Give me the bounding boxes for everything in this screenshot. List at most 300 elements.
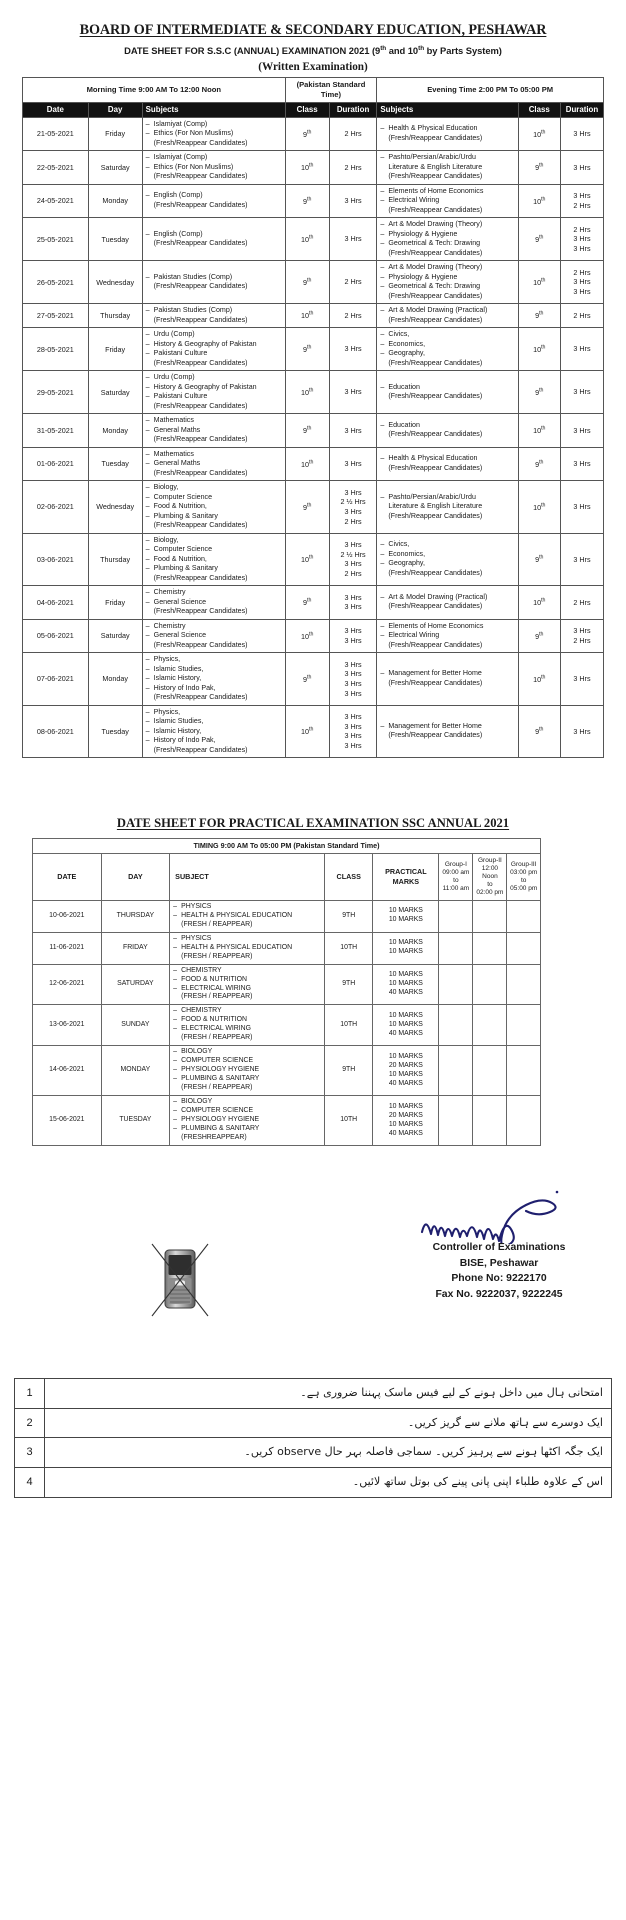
table-row xyxy=(23,184,604,218)
morning-subjects xyxy=(142,371,285,414)
subject-item: – Geometrical & Tech: Drawing xyxy=(380,282,514,292)
practical-header-row xyxy=(33,853,541,900)
exam-day: Monday xyxy=(88,414,142,448)
subject-list xyxy=(380,187,514,216)
duration-lines xyxy=(564,674,600,684)
subject-list xyxy=(146,622,282,651)
duration-value: 3 Hrs xyxy=(573,502,591,512)
class-value: 9th xyxy=(535,310,544,321)
subtitle-sup-b: th xyxy=(418,45,425,52)
group2-end: 02:00 pm xyxy=(476,888,504,896)
practical-class: 10TH xyxy=(325,1096,373,1146)
evening-class xyxy=(518,586,560,620)
exam-day: Saturday xyxy=(88,151,142,185)
candidate-note: (Fresh/Reappear Candidates) xyxy=(388,430,483,439)
duration-value: 2 Hrs xyxy=(344,516,362,526)
exam-day: Tuesday xyxy=(88,705,142,758)
col-header-class-morning: Class xyxy=(285,102,329,117)
duration-lines xyxy=(333,129,374,139)
subject-list xyxy=(380,220,514,258)
subject-item: – Islamic History, xyxy=(146,727,282,737)
list-item xyxy=(15,1438,612,1468)
duration-lines xyxy=(333,196,374,206)
written-header-row xyxy=(23,102,604,117)
subject-list xyxy=(380,263,514,301)
urdu-instructions-table xyxy=(14,1378,612,1498)
evening-class xyxy=(518,447,560,481)
morning-class xyxy=(285,414,329,448)
practical-subject-item: – ELECTRICAL WIRING xyxy=(173,985,321,994)
morning-duration xyxy=(329,151,377,185)
class-value: 9th xyxy=(535,631,544,641)
subject-list xyxy=(146,330,282,368)
duration-value: 3 Hrs xyxy=(344,635,362,645)
morning-duration xyxy=(329,653,377,706)
duration-lines xyxy=(333,277,374,287)
evening-subjects xyxy=(377,619,518,653)
practical-subject-list xyxy=(173,1098,321,1143)
duration-value: 3 Hrs xyxy=(344,731,362,741)
practical-marks xyxy=(373,900,439,932)
evening-class xyxy=(518,705,560,758)
evening-subjects xyxy=(377,117,518,151)
candidate-note: (Fresh/Reappear Candidates) xyxy=(388,602,483,611)
practical-group3-cell xyxy=(507,1096,541,1146)
duration-value: 2 Hrs xyxy=(344,277,362,287)
candidate-note: (Fresh/Reappear Candidates) xyxy=(153,745,248,754)
class-value: 10th xyxy=(301,234,314,244)
practical-day: SATURDAY xyxy=(101,964,170,1005)
class-value: 9th xyxy=(535,554,544,564)
practical-marks-value: 10 MARKS xyxy=(388,1020,423,1028)
practical-marks-value: 10 MARKS xyxy=(388,1011,423,1019)
subject-list xyxy=(380,330,514,368)
subject-list xyxy=(146,450,282,479)
duration-value: 2 Hrs xyxy=(344,162,362,172)
morning-time-label: Morning Time 9:00 AM To 12:00 Noon xyxy=(23,78,286,102)
candidate-note: (Fresh/Reappear Candidates) xyxy=(153,607,248,616)
subject-item: – Art & Model Drawing (Theory) xyxy=(380,263,514,273)
practical-marks-value: 10 MARKS xyxy=(388,971,423,979)
duration-value: 3 Hrs xyxy=(573,674,591,684)
subject-list xyxy=(146,483,282,531)
subject-item: – Pakistan Studies (Comp) xyxy=(146,273,282,283)
practical-date: 10-06-2021 xyxy=(33,900,102,932)
practical-candidate-note: (FRESH / REAPPEAR) xyxy=(181,1034,253,1042)
time-band-row xyxy=(23,78,604,102)
subject-list xyxy=(380,383,514,402)
table-row xyxy=(33,1046,541,1096)
evening-class xyxy=(518,371,560,414)
subject-item: – Plumbing & Sanitary xyxy=(146,512,282,522)
urdu-instruction-number: 1 xyxy=(15,1379,45,1409)
duration-value: 3 Hrs xyxy=(344,425,362,435)
candidate-note: (Fresh/Reappear Candidates) xyxy=(388,172,483,181)
candidate-note: (Fresh/Reappear Candidates) xyxy=(388,640,483,649)
candidate-note: (Fresh/Reappear Candidates) xyxy=(388,731,483,740)
subject-item: – History & Geography of Pakistan xyxy=(146,340,282,350)
duration-value: 3 Hrs xyxy=(344,387,362,397)
table-row xyxy=(23,328,604,371)
duration-lines xyxy=(564,163,600,173)
morning-class xyxy=(285,117,329,151)
candidate-note: (Fresh/Reappear Candidates) xyxy=(388,315,483,324)
morning-subjects xyxy=(142,151,285,185)
candidate-note: (Fresh/Reappear Candidates) xyxy=(388,358,483,367)
morning-subjects xyxy=(142,304,285,328)
duration-lines xyxy=(564,626,600,645)
duration-value: 3 Hrs xyxy=(573,626,591,636)
duration-value: 3 Hrs xyxy=(573,425,591,435)
subject-item: – General Science xyxy=(146,631,282,641)
practical-candidate-note: (FRESH / REAPPEAR) xyxy=(181,993,253,1001)
practical-subject-item: – FOOD & NUTRITION xyxy=(173,1016,321,1025)
candidate-note: (Fresh/Reappear Candidates) xyxy=(388,511,483,520)
practical-group3-cell xyxy=(507,900,541,932)
practical-subjects xyxy=(170,964,325,1005)
duration-value: 2 ½ Hrs xyxy=(340,549,366,559)
prac-col-class: CLASS xyxy=(325,853,373,900)
class-value: 10th xyxy=(533,597,546,607)
signature-icon xyxy=(414,1186,584,1244)
duration-value: 3 Hrs xyxy=(344,559,362,569)
phone-number: Phone No: 9222170 xyxy=(451,1273,547,1285)
subject-item: – Islamiyat (Comp) xyxy=(146,120,282,130)
evening-class xyxy=(518,218,560,261)
practical-candidate-note: (FRESH / REAPPEAR) xyxy=(181,920,253,928)
duration-value: 3 Hrs xyxy=(344,487,362,497)
subject-item: – Plumbing & Sanitary xyxy=(146,564,282,574)
exam-day: Tuesday xyxy=(88,447,142,481)
evening-subjects xyxy=(377,533,518,586)
subject-item: – History & Geography of Pakistan xyxy=(146,383,282,393)
practical-day: FRIDAY xyxy=(101,932,170,964)
practical-section xyxy=(0,816,626,1146)
list-item xyxy=(15,1408,612,1438)
group1-start: 09:00 am xyxy=(442,868,470,876)
table-row xyxy=(23,304,604,328)
morning-subjects xyxy=(142,481,285,534)
candidate-note: (Fresh/Reappear Candidates) xyxy=(388,133,483,142)
duration-value: 3 Hrs xyxy=(573,459,591,469)
duration-value: 3 Hrs xyxy=(344,688,362,698)
evening-class xyxy=(518,481,560,534)
urdu-instruction-text: ایک دوسرے سے ہاتھ ملانے سے گریز کریں۔ xyxy=(45,1408,612,1438)
practical-marks-value: 40 MARKS xyxy=(388,1129,423,1137)
practical-subjects xyxy=(170,1005,325,1046)
duration-value: 3 Hrs xyxy=(344,459,362,469)
subject-item: – Electrical Wiring xyxy=(380,196,514,206)
subject-list xyxy=(380,669,514,688)
evening-duration xyxy=(560,184,603,218)
written-exam-table xyxy=(22,77,604,758)
group1-name: Group-I xyxy=(444,860,467,868)
subject-list xyxy=(146,153,282,182)
subject-item: – General Maths xyxy=(146,459,282,469)
class-value: 9th xyxy=(303,425,312,435)
duration-value: 3 Hrs xyxy=(344,669,362,679)
evening-subjects xyxy=(377,414,518,448)
duration-value: 3 Hrs xyxy=(573,286,591,296)
class-value: 10th xyxy=(533,277,546,287)
exam-date: 27-05-2021 xyxy=(23,304,89,328)
duration-lines xyxy=(564,191,600,210)
practical-group3-cell xyxy=(507,1005,541,1046)
morning-class xyxy=(285,481,329,534)
class-value: 9th xyxy=(303,674,312,684)
morning-duration xyxy=(329,371,377,414)
list-item xyxy=(15,1468,612,1498)
subject-list xyxy=(146,416,282,445)
written-table-body xyxy=(23,117,604,758)
class-value: 10th xyxy=(301,459,314,469)
evening-subjects xyxy=(377,447,518,481)
practical-marks-value: 20 MARKS xyxy=(388,1061,423,1069)
class-value: 9th xyxy=(303,597,312,607)
candidate-note: (Fresh/Reappear Candidates) xyxy=(153,282,248,291)
subject-list xyxy=(380,593,514,612)
subject-list xyxy=(146,306,282,325)
col-header-subjects-evening: Subjects xyxy=(377,102,518,117)
practical-marks xyxy=(373,964,439,1005)
subject-item: – Biology, xyxy=(146,536,282,546)
subject-item: – Mathematics xyxy=(146,450,282,460)
subject-item: – Islamic Studies, xyxy=(146,665,282,675)
practical-subjects xyxy=(170,932,325,964)
duration-value: 2 Hrs xyxy=(573,200,591,210)
table-row xyxy=(23,261,604,304)
exam-date: 04-06-2021 xyxy=(23,586,89,620)
evening-duration xyxy=(560,653,603,706)
practical-group1-cell xyxy=(439,1005,473,1046)
subject-item: – English (Comp) xyxy=(146,230,282,240)
candidate-note: (Fresh/Reappear Candidates) xyxy=(388,205,483,214)
duration-lines xyxy=(564,459,600,469)
subject-list xyxy=(146,191,282,210)
morning-class xyxy=(285,151,329,185)
fax-number: Fax No. 9222037, 9222245 xyxy=(435,1288,563,1300)
evening-subjects xyxy=(377,653,518,706)
subtitle-part-a: DATE SHEET FOR S.S.C (ANNUAL) EXAMINATION 2021 (9 xyxy=(124,45,381,57)
morning-duration xyxy=(329,261,377,304)
duration-value: 2 Hrs xyxy=(573,597,591,607)
subject-item: – Education xyxy=(380,383,514,393)
prac-col-day: DAY xyxy=(101,853,170,900)
practical-subject-list xyxy=(173,967,321,1003)
subject-item: – Computer Science xyxy=(146,545,282,555)
morning-class xyxy=(285,184,329,218)
candidate-note: (Fresh/Reappear Candidates) xyxy=(153,640,248,649)
morning-class xyxy=(285,328,329,371)
morning-duration xyxy=(329,414,377,448)
practical-candidate-note: (FRESH / REAPPEAR) xyxy=(181,952,253,960)
subject-list xyxy=(380,124,514,143)
practical-marks-value: 10 MARKS xyxy=(388,948,423,956)
practical-marks-value: 10 MARKS xyxy=(388,980,423,988)
subject-item: – Physics, xyxy=(146,655,282,665)
candidate-note: (Fresh/Reappear Candidates) xyxy=(153,315,248,324)
morning-class xyxy=(285,371,329,414)
practical-group3-cell xyxy=(507,932,541,964)
candidate-note: (Fresh/Reappear Candidates) xyxy=(388,568,483,577)
subtitle-part-b: and 10 xyxy=(386,45,419,57)
practical-date: 14-06-2021 xyxy=(33,1046,102,1096)
practical-date: 11-06-2021 xyxy=(33,932,102,964)
class-value: 10th xyxy=(301,162,314,172)
subtitle-sup-a: th xyxy=(380,45,387,52)
practical-day: TUESDAY xyxy=(101,1096,170,1146)
class-value: 9th xyxy=(535,234,544,244)
duration-value: 3 Hrs xyxy=(344,721,362,731)
prac-col-marks-line2: MARKS xyxy=(392,876,420,886)
evening-duration xyxy=(560,261,603,304)
duration-lines xyxy=(333,540,374,579)
exam-day: Monday xyxy=(88,184,142,218)
candidate-note: (Fresh/Reappear Candidates) xyxy=(388,248,483,257)
table-row xyxy=(23,218,604,261)
evening-subjects xyxy=(377,705,518,758)
exam-day: Thursday xyxy=(88,533,142,586)
class-value: 10th xyxy=(301,387,314,397)
group1-to: to xyxy=(453,876,459,884)
pakistan-standard-time-label: (Pakistan Standard Time) xyxy=(285,78,377,102)
duration-value: 3 Hrs xyxy=(573,726,591,736)
duration-lines xyxy=(564,387,600,397)
exam-date: 08-06-2021 xyxy=(23,705,89,758)
practical-class: 9TH xyxy=(325,1046,373,1096)
practical-subject-item: – ELECTRICAL WIRING xyxy=(173,1025,321,1034)
practical-subject-list xyxy=(173,935,321,962)
duration-lines xyxy=(564,555,600,565)
duration-value: 3 Hrs xyxy=(344,540,362,550)
candidate-note: (Fresh/Reappear Candidates) xyxy=(153,435,248,444)
practical-marks-value: 10 MARKS xyxy=(388,1052,423,1060)
subject-list xyxy=(146,588,282,617)
practical-class: 9TH xyxy=(325,964,373,1005)
practical-subject-list xyxy=(173,1048,321,1093)
practical-subjects xyxy=(170,1046,325,1096)
duration-value: 2 Hrs xyxy=(344,569,362,579)
morning-subjects xyxy=(142,328,285,371)
morning-duration xyxy=(329,705,377,758)
evening-class xyxy=(518,619,560,653)
duration-lines xyxy=(333,626,374,645)
practical-group2-cell xyxy=(473,1046,507,1096)
list-item xyxy=(15,1379,612,1409)
evening-class xyxy=(518,304,560,328)
exam-day: Wednesday xyxy=(88,481,142,534)
practical-subject-item: – PHYSICS xyxy=(173,903,321,912)
class-value: 10th xyxy=(533,196,546,206)
practical-subject-list xyxy=(173,1007,321,1043)
duration-value: 2 Hrs xyxy=(573,224,591,234)
practical-marks-value: 40 MARKS xyxy=(388,1079,423,1087)
evening-duration xyxy=(560,151,603,185)
class-value: 10th xyxy=(301,310,314,321)
evening-subjects xyxy=(377,184,518,218)
duration-value: 3 Hrs xyxy=(344,234,362,244)
evening-subjects xyxy=(377,151,518,185)
table-row xyxy=(23,117,604,151)
subject-item: – Civics, xyxy=(380,330,514,340)
exam-date: 07-06-2021 xyxy=(23,653,89,706)
practical-title: DATE SHEET FOR PRACTICAL EXAMINATION SSC ANNUAL 2021 xyxy=(116,816,510,831)
practical-group3-cell xyxy=(507,1046,541,1096)
duration-value: 2 Hrs xyxy=(573,310,591,320)
practical-marks-value: 40 MARKS xyxy=(388,1029,423,1037)
exam-day: Saturday xyxy=(88,371,142,414)
class-value: 9th xyxy=(303,502,312,512)
subject-item: – Ethics (For Non Muslims) xyxy=(146,129,282,139)
practical-date: 15-06-2021 xyxy=(33,1096,102,1146)
morning-duration xyxy=(329,304,377,328)
duration-lines xyxy=(333,593,374,612)
urdu-instruction-text: ایک جگہ اکٹھا ہونے سے پرہیز کریں۔ سماجی فاصلہ بہر حال observe کریں۔ xyxy=(45,1438,612,1468)
subject-item: – Health & Physical Education xyxy=(380,124,514,134)
morning-subjects xyxy=(142,184,285,218)
morning-duration xyxy=(329,481,377,534)
duration-value: 3 Hrs xyxy=(573,554,591,564)
practical-subject-item: – HEALTH & PHYSICAL EDUCATION xyxy=(173,944,321,953)
subject-list xyxy=(380,622,514,651)
practical-exam-table xyxy=(32,838,541,1146)
table-row xyxy=(33,1096,541,1146)
class-value: 10th xyxy=(533,674,546,684)
practical-candidate-note: (FRESH / REAPPEAR) xyxy=(181,1084,253,1092)
morning-subjects xyxy=(142,653,285,706)
subject-item: – Education xyxy=(380,421,514,431)
practical-group1-cell xyxy=(439,1096,473,1146)
table-row xyxy=(23,619,604,653)
subject-list xyxy=(146,230,282,249)
subject-item: – Geography, xyxy=(380,349,514,359)
candidate-note: (Fresh/Reappear Candidates) xyxy=(153,573,248,582)
subject-item: – History of Indo Pak, xyxy=(146,736,282,746)
subject-item: – Economics, xyxy=(380,340,514,350)
subject-item: – Electrical Wiring xyxy=(380,631,514,641)
exam-day: Friday xyxy=(88,117,142,151)
exam-date: 31-05-2021 xyxy=(23,414,89,448)
evening-duration xyxy=(560,447,603,481)
duration-lines xyxy=(333,387,374,397)
exam-date: 21-05-2021 xyxy=(23,117,89,151)
subject-item: – Geography, xyxy=(380,559,514,569)
practical-subject-item: – PHYSIOLOGY HYGIENE xyxy=(173,1066,321,1075)
evening-class xyxy=(518,653,560,706)
practical-subject-item: – PHYSICS xyxy=(173,935,321,944)
col-header-day: Day xyxy=(88,102,142,117)
duration-lines xyxy=(564,268,600,297)
practical-subject-item: – PLUMBING & SANITARY xyxy=(173,1125,321,1134)
subject-list xyxy=(146,273,282,292)
practical-marks xyxy=(373,1096,439,1146)
subject-item: – Pakistani Culture xyxy=(146,392,282,402)
morning-class xyxy=(285,619,329,653)
table-row xyxy=(23,586,604,620)
practical-class: 10TH xyxy=(325,932,373,964)
subject-item: – Islamic History, xyxy=(146,674,282,684)
morning-subjects xyxy=(142,705,285,758)
subject-item: – Management for Better Home xyxy=(380,722,514,732)
practical-table-container xyxy=(0,838,626,1146)
practical-subject-item: – BIOLOGY xyxy=(173,1098,321,1107)
exam-date: 01-06-2021 xyxy=(23,447,89,481)
class-value: 9th xyxy=(303,196,312,206)
table-row xyxy=(33,964,541,1005)
duration-lines xyxy=(333,488,374,527)
evening-class xyxy=(518,261,560,304)
subject-list xyxy=(146,536,282,584)
